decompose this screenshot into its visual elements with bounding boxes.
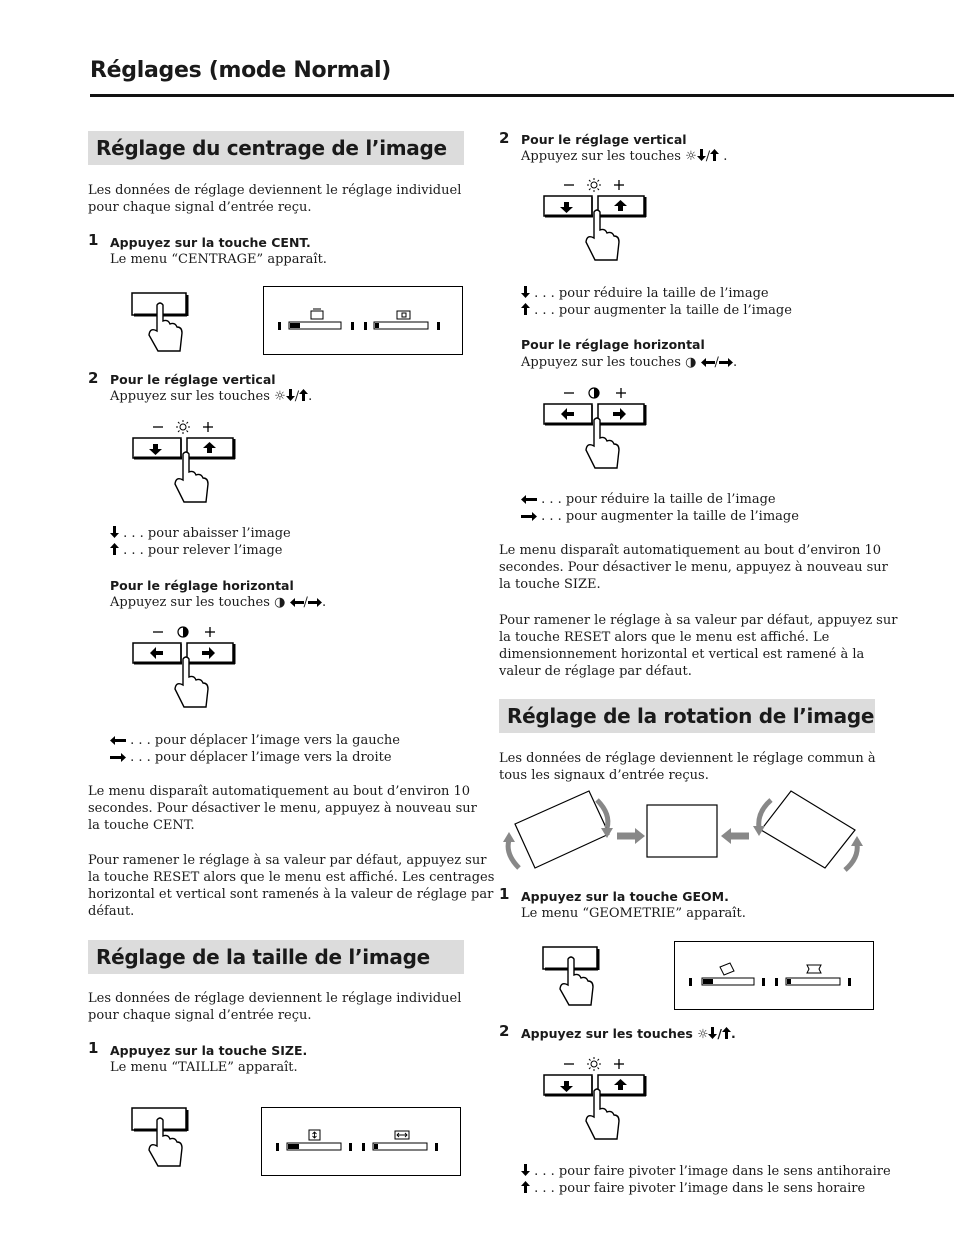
horizontal-key-pair xyxy=(542,384,648,480)
description-text: . . . pour déplacer l’image vers la droite xyxy=(130,750,392,765)
description-text: . . . pour déplacer l’image vers la gauche xyxy=(130,733,400,748)
up-arrow-description xyxy=(110,542,283,559)
osd-screen-icon xyxy=(261,1107,461,1176)
description-text: . . . pour relever l’image xyxy=(123,543,283,558)
arrow-right-icon xyxy=(110,753,126,762)
arrow-left-icon xyxy=(110,736,126,745)
arrow-up-icon xyxy=(710,149,719,161)
horizontal-key-pair xyxy=(131,623,237,719)
note-line: horizontal et vertical sont ramenés à la valeur de réglage par xyxy=(88,887,494,902)
arrow-left-icon xyxy=(290,598,304,607)
down-arrow-description xyxy=(521,285,769,302)
description-text: . . . pour réduire la taille de l’image xyxy=(541,492,776,507)
step-number: 1 xyxy=(88,231,99,249)
step-action xyxy=(521,1026,736,1041)
note-line: la touche CENT. xyxy=(88,818,195,833)
instruction-text: Appuyez sur les touches xyxy=(110,595,270,610)
step-subheading: Pour le réglage vertical xyxy=(521,132,687,147)
note-line: la touche RESET alors que le menu est affiché. Le xyxy=(499,630,830,645)
arrow-right-icon xyxy=(719,358,733,367)
taille-intro-line: Les données de réglage deviennent le réglage individuel xyxy=(88,991,462,1006)
step-instruction xyxy=(521,148,727,165)
step-number: 1 xyxy=(88,1039,99,1057)
note-line: la touche SIZE. xyxy=(499,577,601,592)
note-line: la touche RESET alors que le menu est affiché. Les centrages xyxy=(88,870,495,885)
step-action: Appuyez sur la touche CENT. xyxy=(110,235,311,250)
rotation-key-pair xyxy=(542,1055,648,1151)
note-line: secondes. Pour désactiver le menu, appuyez à nouveau sur xyxy=(499,560,888,575)
slash: / xyxy=(294,389,300,404)
sun-icon: ☼ xyxy=(685,149,697,164)
contrast-icon: ◑ xyxy=(685,355,697,370)
description-text: . . . pour augmenter la taille de l’image xyxy=(541,509,799,524)
centrage-intro-line: pour chaque signal d’entrée reçu. xyxy=(88,200,312,215)
instruction-text: Appuyez sur les touches xyxy=(521,1026,693,1041)
section-title-centrage: Réglage du centrage de l’image xyxy=(88,131,464,165)
arrow-left-icon xyxy=(521,495,537,504)
sun-icon: ☼ xyxy=(274,389,286,404)
vertical-key-pair xyxy=(131,418,237,514)
step-number: 1 xyxy=(499,885,510,903)
geom-key-illustration xyxy=(541,945,601,1011)
right-arrow-description xyxy=(110,749,392,766)
step-subheading: Pour le réglage vertical xyxy=(110,372,276,387)
brightness-keys-icon xyxy=(542,1055,648,1151)
instruction-text: Appuyez sur les touches xyxy=(521,355,681,370)
step-number: 2 xyxy=(499,129,510,147)
arrow-down-icon xyxy=(110,526,119,538)
header-rule xyxy=(90,94,954,97)
centrage-intro xyxy=(88,182,461,216)
arrow-up-icon xyxy=(110,543,119,555)
arrow-down-icon xyxy=(521,1164,530,1176)
taille-note-reset xyxy=(499,612,897,680)
arrow-down-icon xyxy=(286,389,295,401)
page-title: Réglages (mode Normal) xyxy=(90,58,391,83)
step-number: 2 xyxy=(88,369,99,387)
note-line: défaut. xyxy=(88,904,135,919)
step-subheading: Pour le réglage horizontal xyxy=(110,578,294,593)
centrage-note-menu xyxy=(88,783,477,834)
centrage-note-reset xyxy=(88,852,494,920)
arrow-down-icon xyxy=(521,286,530,298)
step-result: Le menu “CENTRAGE” apparaît. xyxy=(110,252,327,267)
description-text: . . . pour abaisser l’image xyxy=(123,526,291,541)
brightness-keys-icon xyxy=(131,418,237,514)
up-arrow-description xyxy=(521,1180,865,1197)
period: . xyxy=(308,389,313,404)
description-text: . . . pour augmenter la taille de l’image xyxy=(534,303,792,318)
step-instruction xyxy=(521,354,737,371)
period: . xyxy=(732,355,738,370)
instruction-text: Appuyez sur les touches xyxy=(521,149,681,164)
cent-key-illustration xyxy=(130,291,190,357)
note-line: valeur de réglage par défaut. xyxy=(499,664,692,679)
key-press-icon xyxy=(541,945,601,1011)
instruction-text: Appuyez sur les touches xyxy=(110,389,270,404)
step-result: Le menu “TAILLE” apparaît. xyxy=(110,1060,298,1075)
description-text: . . . pour faire pivoter l’image dans le sens antihoraire xyxy=(534,1164,891,1179)
arrow-up-icon xyxy=(722,1027,731,1039)
step-instruction xyxy=(110,388,312,405)
taille-intro-line: pour chaque signal d’entrée reçu. xyxy=(88,1008,312,1023)
slash: / xyxy=(303,595,308,610)
arrow-up-icon xyxy=(521,303,530,315)
sun-icon: ☼ xyxy=(697,1026,709,1041)
arrow-left-icon xyxy=(701,358,715,367)
step-instruction xyxy=(110,594,326,611)
slash: / xyxy=(717,1026,722,1041)
left-arrow-description xyxy=(521,491,776,508)
key-press-icon xyxy=(130,291,190,357)
osd-screen-icon xyxy=(674,941,874,1010)
right-arrow-description xyxy=(521,508,799,525)
period: . xyxy=(723,149,728,164)
rotation-intro xyxy=(499,750,876,784)
slash: / xyxy=(714,355,719,370)
down-arrow-description xyxy=(110,525,291,542)
note-line: dimensionnement horizontal et vertical est ramené à la xyxy=(499,647,865,662)
contrast-keys-icon xyxy=(131,623,237,719)
section-title-taille: Réglage de la taille de l’image xyxy=(88,940,464,974)
description-text: . . . pour faire pivoter l’image dans le sens horaire xyxy=(534,1181,866,1196)
section-title-rotation: Réglage de la rotation de l’image xyxy=(499,699,875,733)
note-line: Pour ramener le réglage à sa valeur par défaut, appuyez sur xyxy=(88,853,487,868)
description-text: . . . pour réduire la taille de l’image xyxy=(534,286,769,301)
rotation-diagram xyxy=(499,786,869,876)
left-arrow-description xyxy=(110,732,400,749)
note-line: Pour ramener le réglage à sa valeur par défaut, appuyez sur xyxy=(499,613,898,628)
period: . xyxy=(730,1026,736,1041)
taille-intro xyxy=(88,990,461,1024)
taille-note-menu xyxy=(499,542,888,593)
rotation-illustration xyxy=(499,786,869,876)
note-line: Le menu disparaît automatiquement au bout d’environ 10 xyxy=(499,543,882,558)
arrow-down-icon xyxy=(697,149,706,161)
arrow-up-icon xyxy=(299,389,308,401)
up-arrow-description xyxy=(521,302,792,319)
osd-screen-icon xyxy=(263,286,463,355)
geometrie-menu-osd xyxy=(674,941,874,1010)
arrow-right-icon xyxy=(308,598,322,607)
centrage-intro-line: Les données de réglage deviennent le réglage individuel xyxy=(88,183,462,198)
step-subheading: Pour le réglage horizontal xyxy=(521,337,705,352)
step-result: Le menu “GEOMETRIE” apparaît. xyxy=(521,906,746,921)
rotation-intro-line: tous les signaux d’entrée reçus. xyxy=(499,768,709,783)
brightness-keys-icon xyxy=(542,176,648,272)
step-action: Appuyez sur la touche SIZE. xyxy=(110,1043,308,1058)
slash: / xyxy=(705,149,711,164)
key-press-icon xyxy=(130,1106,190,1172)
rotation-intro-line: Les données de réglage deviennent le réglage commun à xyxy=(499,751,876,766)
size-key-illustration xyxy=(130,1106,190,1172)
arrow-up-icon xyxy=(521,1181,530,1193)
contrast-icon: ◑ xyxy=(274,595,286,610)
arrow-right-icon xyxy=(521,512,537,521)
vertical-key-pair xyxy=(542,176,648,272)
note-line: Le menu disparaît automatiquement au bout d’environ 10 xyxy=(88,784,471,799)
step-number: 2 xyxy=(499,1022,510,1040)
contrast-keys-icon xyxy=(542,384,648,480)
note-line: secondes. Pour désactiver le menu, appuyez à nouveau sur xyxy=(88,801,477,816)
centrage-menu-osd xyxy=(263,286,463,355)
down-arrow-description xyxy=(521,1163,891,1180)
step-action: Appuyez sur la touche GEOM. xyxy=(521,889,729,904)
period: . xyxy=(321,595,327,610)
taille-menu-osd xyxy=(261,1107,461,1176)
